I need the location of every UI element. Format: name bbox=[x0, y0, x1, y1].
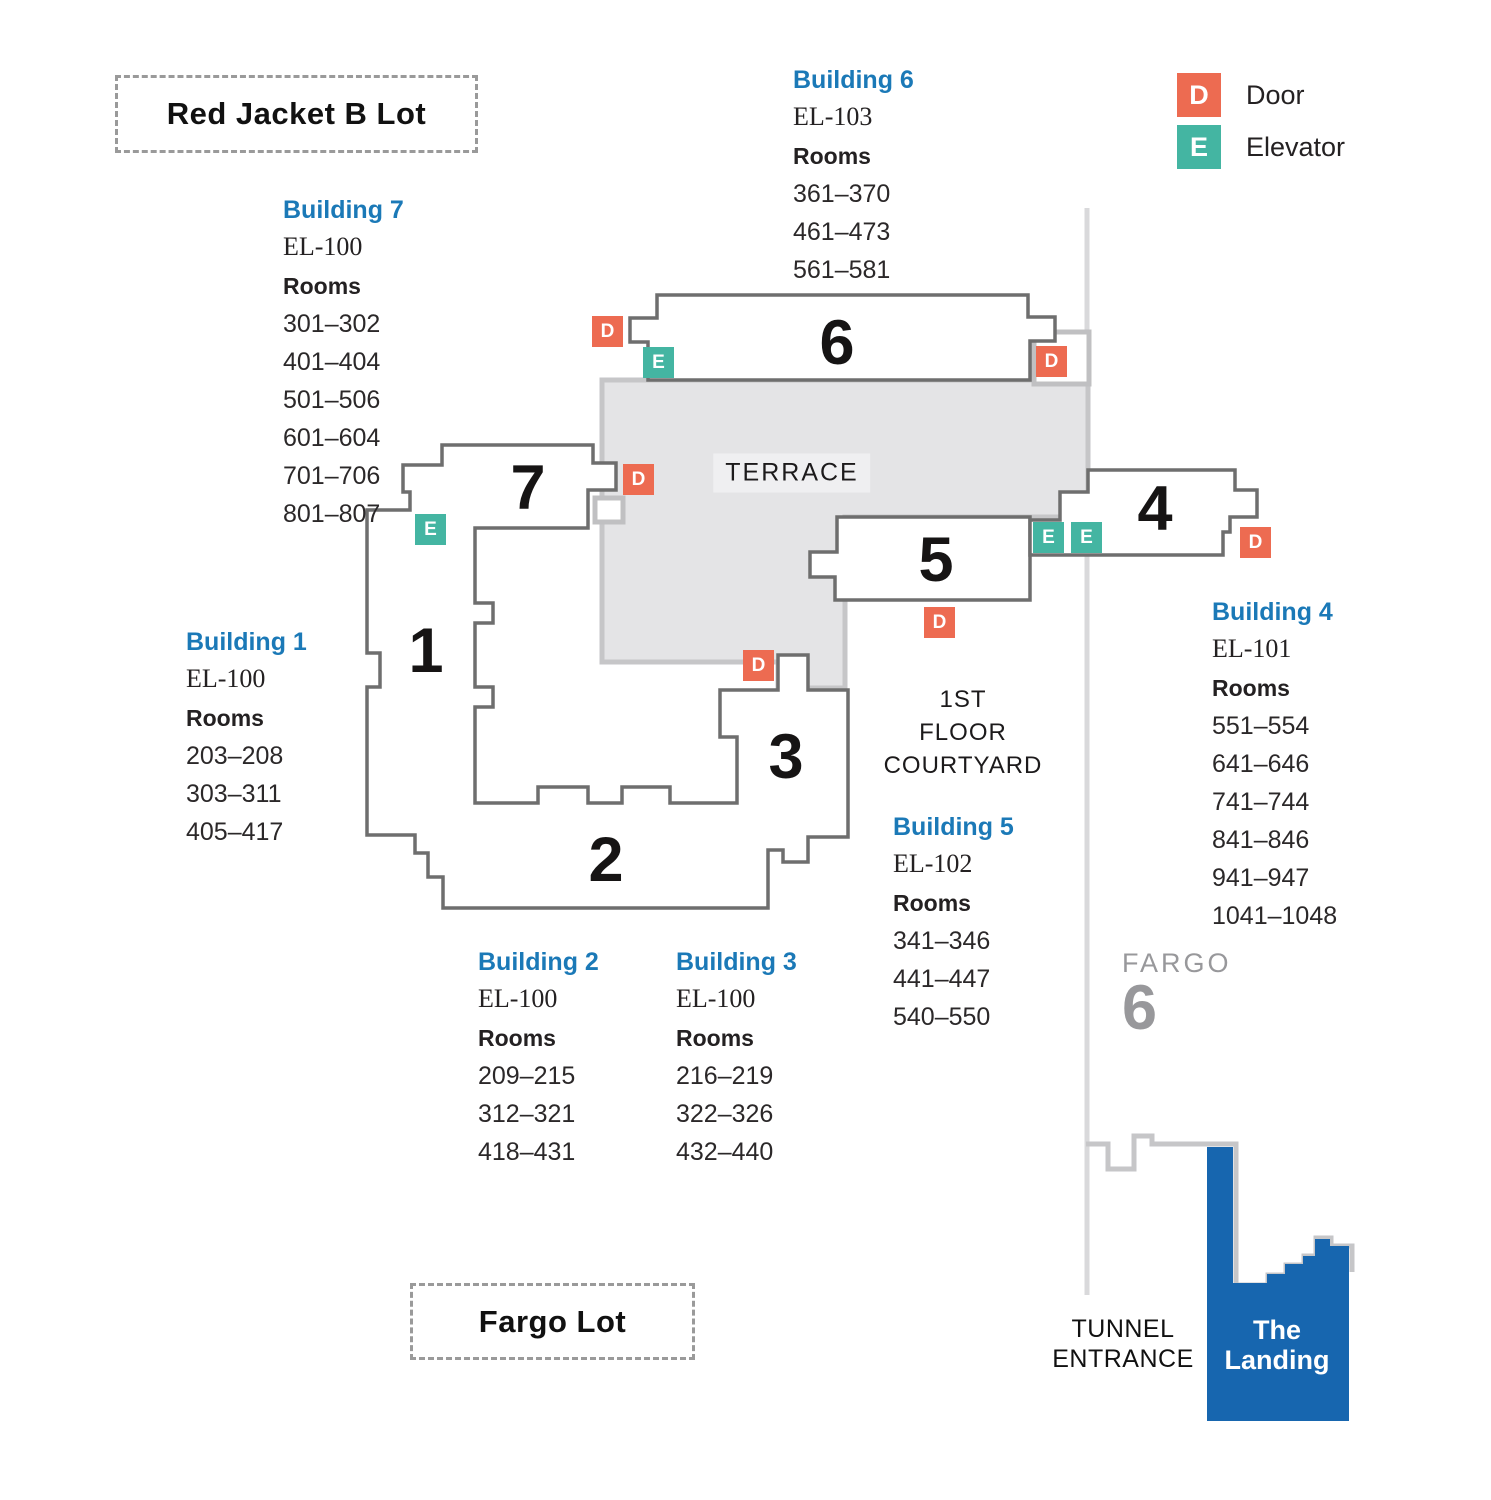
door-marker-building5: D bbox=[924, 607, 955, 638]
building-7-info bbox=[283, 196, 404, 538]
building-1-elevator-id: EL-100 bbox=[186, 664, 266, 693]
door-marker-building6-left: D bbox=[592, 316, 623, 347]
room-range: 551–554 bbox=[1212, 712, 1310, 740]
rooms-label: Rooms bbox=[893, 890, 971, 916]
room-range: 405–417 bbox=[186, 818, 284, 846]
building-7-name: Building 7 bbox=[283, 196, 404, 224]
room-range: 561–581 bbox=[793, 256, 891, 284]
building-6-elevator-id: EL-103 bbox=[793, 102, 873, 131]
room-range: 501–506 bbox=[283, 386, 381, 414]
building-3-info bbox=[676, 948, 797, 1176]
room-range: 401–404 bbox=[283, 348, 381, 376]
room-range: 841–846 bbox=[1212, 826, 1310, 854]
rooms-label: Rooms bbox=[478, 1025, 556, 1051]
room-range: 1041–1048 bbox=[1212, 902, 1338, 930]
door-marker-building4: D bbox=[1240, 527, 1271, 558]
rooms-label: Rooms bbox=[793, 143, 871, 169]
legend-elevator-row bbox=[1177, 125, 1345, 169]
elevator-legend-label: Elevator bbox=[1246, 131, 1346, 162]
building-6-info bbox=[793, 66, 914, 294]
building-7-number: 7 bbox=[510, 453, 546, 523]
building-4-number: 4 bbox=[1137, 474, 1173, 544]
building-5-elevator-id: EL-102 bbox=[893, 849, 973, 878]
courtyard-line3: COURTYARD bbox=[883, 752, 1043, 779]
rooms-label: Rooms bbox=[676, 1025, 754, 1051]
building-1-info bbox=[186, 628, 307, 856]
room-range: 461–473 bbox=[793, 218, 891, 246]
door-marker-terrace: D bbox=[743, 650, 774, 681]
legend-door-row bbox=[1177, 73, 1305, 117]
the-landing-label bbox=[1225, 1315, 1330, 1375]
terrace-tab bbox=[595, 498, 623, 522]
building-3-name: Building 3 bbox=[676, 948, 797, 976]
room-range: 203–208 bbox=[186, 742, 284, 770]
room-range: 361–370 bbox=[793, 180, 891, 208]
red-jacket-b-lot-box bbox=[115, 75, 478, 153]
tunnel-line1: TUNNEL bbox=[1071, 1315, 1175, 1343]
room-range: 941–947 bbox=[1212, 864, 1310, 892]
red-jacket-b-lot-label: Red Jacket B Lot bbox=[166, 96, 427, 131]
elevator-marker-building4: E bbox=[1071, 522, 1102, 553]
building-3-number: 3 bbox=[768, 722, 804, 792]
door-marker-building6-right: D bbox=[1036, 346, 1067, 377]
room-range: 441–447 bbox=[893, 965, 991, 993]
room-range: 301–302 bbox=[283, 310, 381, 338]
building-1-number: 1 bbox=[408, 616, 444, 686]
building-2-elevator-id: EL-100 bbox=[478, 984, 558, 1013]
courtyard-label bbox=[884, 683, 1043, 782]
elevator-marker-building1: E bbox=[415, 514, 446, 545]
elevator-legend-icon: E bbox=[1177, 125, 1221, 169]
room-range: 801–807 bbox=[283, 500, 381, 528]
fargo-lot-box bbox=[410, 1283, 695, 1360]
building-5-name: Building 5 bbox=[893, 813, 1014, 841]
room-range: 216–219 bbox=[676, 1062, 774, 1090]
door-legend-icon: D bbox=[1177, 73, 1221, 117]
room-range: 322–326 bbox=[676, 1100, 774, 1128]
fargo-street-label: FARGO bbox=[1122, 948, 1232, 978]
building-2-info bbox=[478, 948, 599, 1176]
building-4-elevator-id: EL-101 bbox=[1212, 634, 1292, 663]
building-5-info bbox=[893, 813, 1014, 1041]
courtyard-line1: 1ST bbox=[939, 686, 987, 713]
room-range: 312–321 bbox=[478, 1100, 576, 1128]
fargo-street-number: 6 bbox=[1122, 973, 1158, 1043]
door-legend-label: Door bbox=[1246, 79, 1305, 110]
rooms-label: Rooms bbox=[1212, 675, 1290, 701]
building-5-number: 5 bbox=[918, 525, 954, 595]
courtyard-line2: FLOOR bbox=[919, 719, 1007, 746]
room-range: 432–440 bbox=[676, 1138, 774, 1166]
fargo-lot-label: Fargo Lot bbox=[478, 1303, 627, 1339]
building-6-number: 6 bbox=[819, 308, 855, 378]
building-3-elevator-id: EL-100 bbox=[676, 984, 756, 1013]
the-landing-building bbox=[1207, 1147, 1349, 1421]
rooms-label: Rooms bbox=[186, 705, 264, 731]
room-range: 641–646 bbox=[1212, 750, 1310, 778]
room-range: 303–311 bbox=[186, 780, 282, 808]
building-4-name: Building 4 bbox=[1212, 598, 1333, 626]
terrace-label: TERRACE bbox=[713, 454, 870, 493]
elevator-marker-building6: E bbox=[643, 347, 674, 378]
building-1-name: Building 1 bbox=[186, 628, 307, 656]
room-range: 540–550 bbox=[893, 1003, 991, 1031]
room-range: 418–431 bbox=[478, 1138, 576, 1166]
door-marker-building7: D bbox=[623, 464, 654, 495]
building-2-name: Building 2 bbox=[478, 948, 599, 976]
room-range: 701–706 bbox=[283, 462, 381, 490]
tunnel-line2: ENTRANCE bbox=[1052, 1345, 1194, 1373]
building-2-number: 2 bbox=[588, 825, 624, 895]
building-4-info bbox=[1212, 598, 1337, 940]
tunnel-entrance-label bbox=[1052, 1314, 1194, 1374]
elevator-marker-building5: E bbox=[1033, 522, 1064, 553]
building-7-elevator-id: EL-100 bbox=[283, 232, 363, 261]
landing-line2: Landing bbox=[1224, 1345, 1330, 1375]
landing-line1: The bbox=[1252, 1315, 1302, 1345]
room-range: 341–346 bbox=[893, 927, 991, 955]
rooms-label: Rooms bbox=[283, 273, 361, 299]
building-6-name: Building 6 bbox=[793, 66, 914, 94]
room-range: 741–744 bbox=[1212, 788, 1310, 816]
room-range: 601–604 bbox=[283, 424, 381, 452]
room-range: 209–215 bbox=[478, 1062, 576, 1090]
